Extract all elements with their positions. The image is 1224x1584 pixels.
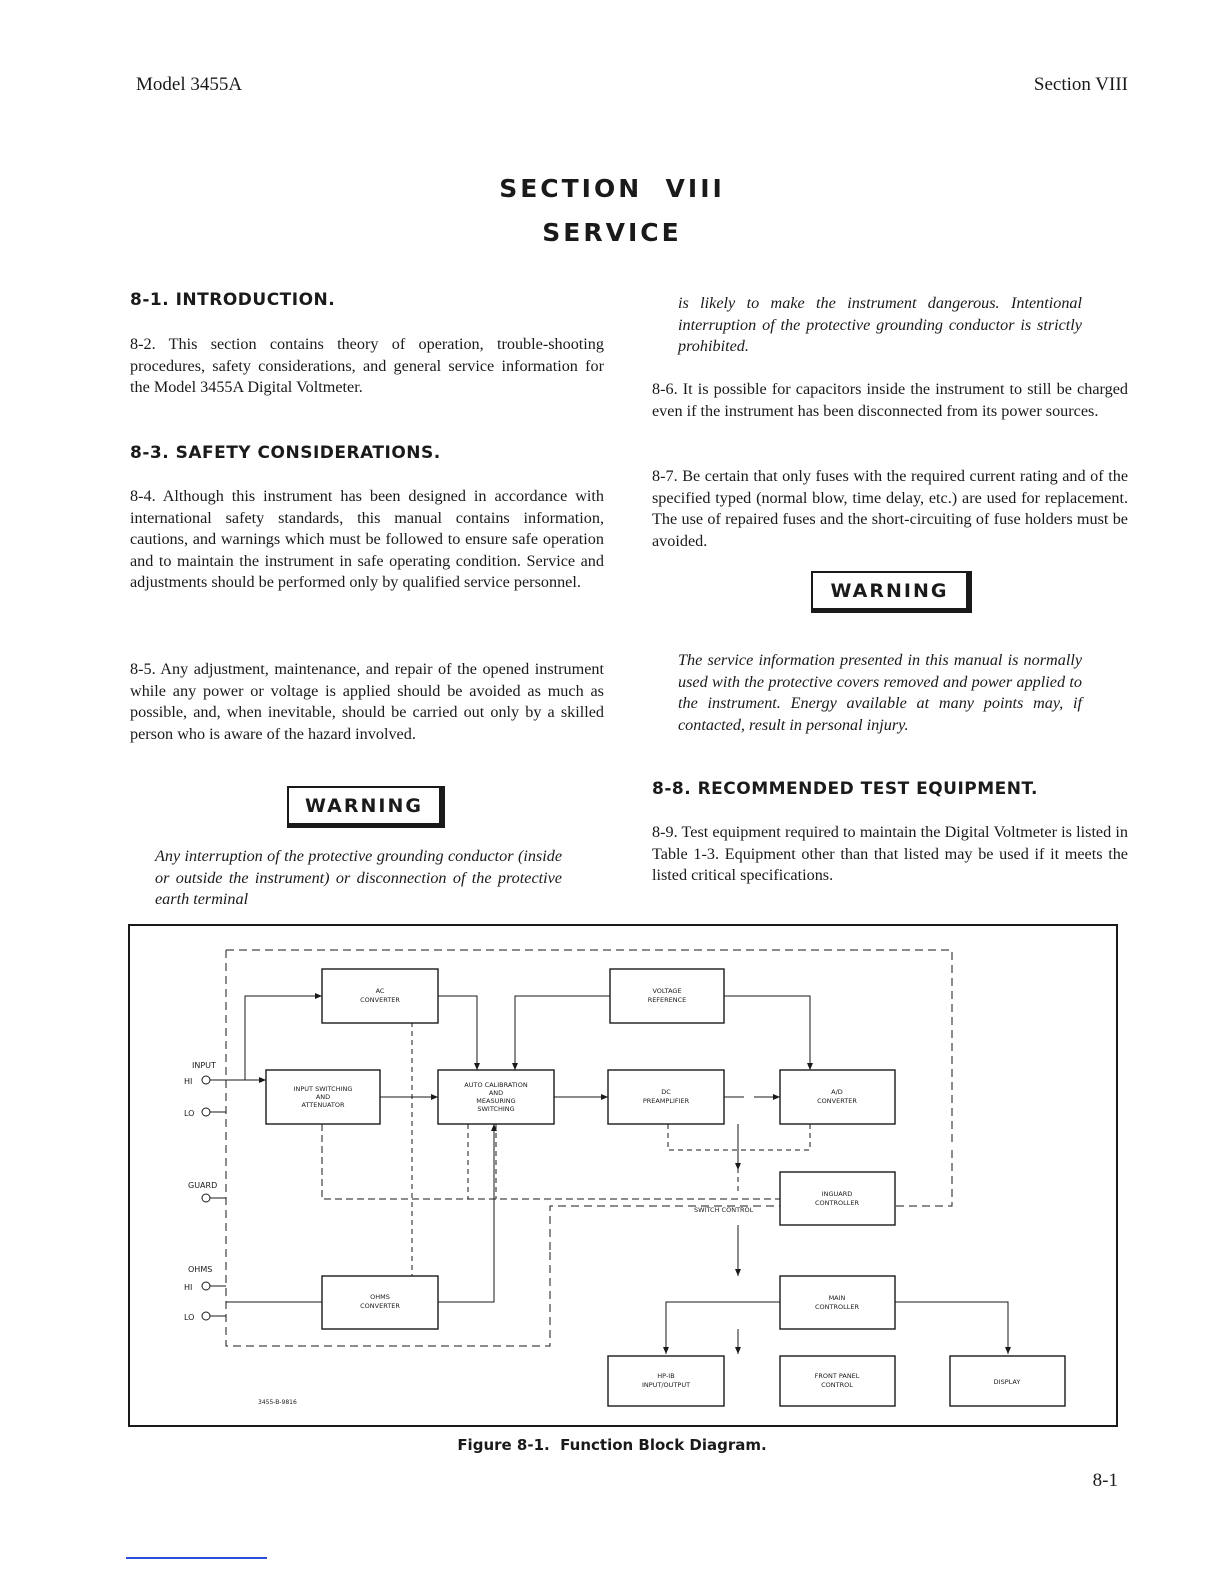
switch-ctrl-preamp: [668, 1124, 810, 1150]
block-label: PREAMPLIFIER: [642, 1097, 690, 1105]
terminal-hi: [202, 1076, 210, 1084]
safety-heading: 8-3. SAFETY CONSIDERATIONS.: [130, 443, 441, 463]
paragraph-8-4: 8-4. Although this instrument has been designed in accordance with international safety standards, this manual contains information, cautions, and warnings which must be followed to ensure safe operation and to maintain the instrument in safe operating condition. Service and adjustments should be performed only by qualified service personnel.: [130, 487, 604, 592]
terminal-guard: [202, 1194, 210, 1202]
warning-text-continued: is likely to make the instrument dangerous. Intentional interruption of the protective grounding conductor is strictly prohibited.: [678, 294, 1082, 356]
header-model: Model 3455A: [136, 74, 243, 95]
wire-ac-to-autocal: [438, 996, 477, 1070]
header-section: Section VIII: [1033, 74, 1128, 95]
section-title: SECTION VIII: [499, 174, 725, 203]
label-ohms-lo: LO: [184, 1313, 195, 1322]
block-label: MEASURING: [476, 1097, 516, 1105]
block-label: AND: [315, 1093, 331, 1101]
block-label: CONVERTER: [360, 996, 400, 1004]
block-label: AND: [488, 1089, 504, 1097]
wire-to-ac: [245, 996, 322, 1080]
intro-heading: 8-1. INTRODUCTION.: [130, 290, 336, 310]
wire-main-to-hpib: [666, 1302, 780, 1354]
equipment-heading: 8-8. RECOMMENDED TEST EQUIPMENT.: [652, 779, 1038, 799]
footer-rule: [126, 1557, 267, 1559]
paragraph-8-6: 8-6. It is possible for capacitors inside the instrument to still be charged even if the instrument has been disconnected from its power sources.: [652, 380, 1128, 420]
warning-box-left: WARNING: [287, 786, 445, 828]
block-label: ATTENUATOR: [301, 1101, 345, 1109]
block-label: CONVERTER: [817, 1097, 857, 1105]
block-label: INGUARD: [821, 1190, 853, 1198]
block-label: AUTO CALIBRATION: [464, 1081, 528, 1089]
block-label: MAIN: [828, 1294, 846, 1302]
label-ohms-hi: HI: [184, 1283, 193, 1292]
label-guard: GUARD: [188, 1181, 218, 1190]
paragraph-8-9: 8-9. Test equipment required to maintain the Digital Voltmeter is listed in Table 1-3. Equipment other than that listed may be used if it meets the listed critical specifications.: [652, 823, 1128, 885]
function-block-diagram: [130, 926, 1116, 1425]
warning-box-right: WARNING: [811, 571, 972, 613]
wire-ref-to-ad: [724, 996, 810, 1070]
wire-ohms-to-autocal: [438, 1124, 494, 1302]
label-hi: HI: [184, 1077, 193, 1086]
paragraph-8-5: 8-5. Any adjustment, maintenance, and repair of the opened instrument while any power or voltage is applied should be avoided as much as possible, and, when inevitable, should be carried out only by a skilled person who is aware of the hazard involved.: [130, 660, 604, 743]
block-label: SWITCHING: [477, 1105, 515, 1113]
block-label: AC: [375, 987, 385, 995]
label-switch-control: SWITCH CONTROL: [694, 1206, 754, 1214]
paragraph-8-2: 8-2. This section contains theory of operation, trouble-shooting procedures, safety considerations, and general service information for the Model 3455A Digital Voltmeter.: [130, 335, 604, 397]
terminal-lo: [202, 1108, 210, 1116]
block-label: A/D: [831, 1088, 843, 1096]
wire-ref-to-autocal: [515, 996, 610, 1070]
page-number: 8-1: [1092, 1470, 1118, 1491]
label-lo: LO: [184, 1109, 195, 1118]
block-label: VOLTAGE: [652, 987, 682, 995]
label-part-number: 3455-B-9816: [258, 1399, 297, 1406]
block-label: CONTROLLER: [815, 1199, 859, 1207]
warning-text-left: Any interruption of the protective grounding conductor (inside or outside the instrument) or disconnection of the protective earth terminal: [155, 847, 562, 909]
block-label: OHMS: [370, 1293, 390, 1301]
figure-caption: Figure 8-1. Function Block Diagram.: [457, 1436, 767, 1454]
terminal-ohms-hi: [202, 1282, 210, 1290]
paragraph-8-7: 8-7. Be certain that only fuses with the required current rating and of the specified typed (normal blow, time delay, etc.) are used for replacement. The use of repaired fuses and the short-circuiting of fuse holders must be avoided.: [652, 467, 1128, 550]
block-label: INPUT SWITCHING: [293, 1085, 353, 1093]
block-label: HP-IB: [657, 1372, 675, 1380]
label-ohms: OHMS: [188, 1265, 213, 1274]
block-label: FRONT PANEL: [814, 1372, 860, 1380]
block-label: INPUT/OUTPUT: [641, 1381, 691, 1389]
block-label: DC: [661, 1088, 671, 1096]
terminal-ohms-lo: [202, 1312, 210, 1320]
block-label: CONTROLLER: [815, 1303, 859, 1311]
switch-ctrl-bus: [322, 1124, 780, 1199]
block-diagram-frame: [128, 924, 1118, 1427]
block-label: REFERENCE: [647, 996, 687, 1004]
wire-main-to-display: [895, 1302, 1008, 1354]
block-label: CONVERTER: [360, 1302, 400, 1310]
label-input: INPUT: [192, 1061, 216, 1070]
warning-text-right: The service information presented in this manual is normally used with the protective covers removed and power applied to the instrument. Energy available at many points may, if contacted, result in personal injury.: [678, 651, 1082, 734]
section-subtitle: SERVICE: [542, 218, 682, 247]
block-label: CONTROL: [821, 1381, 853, 1389]
block-label: DISPLAY: [993, 1378, 1021, 1386]
